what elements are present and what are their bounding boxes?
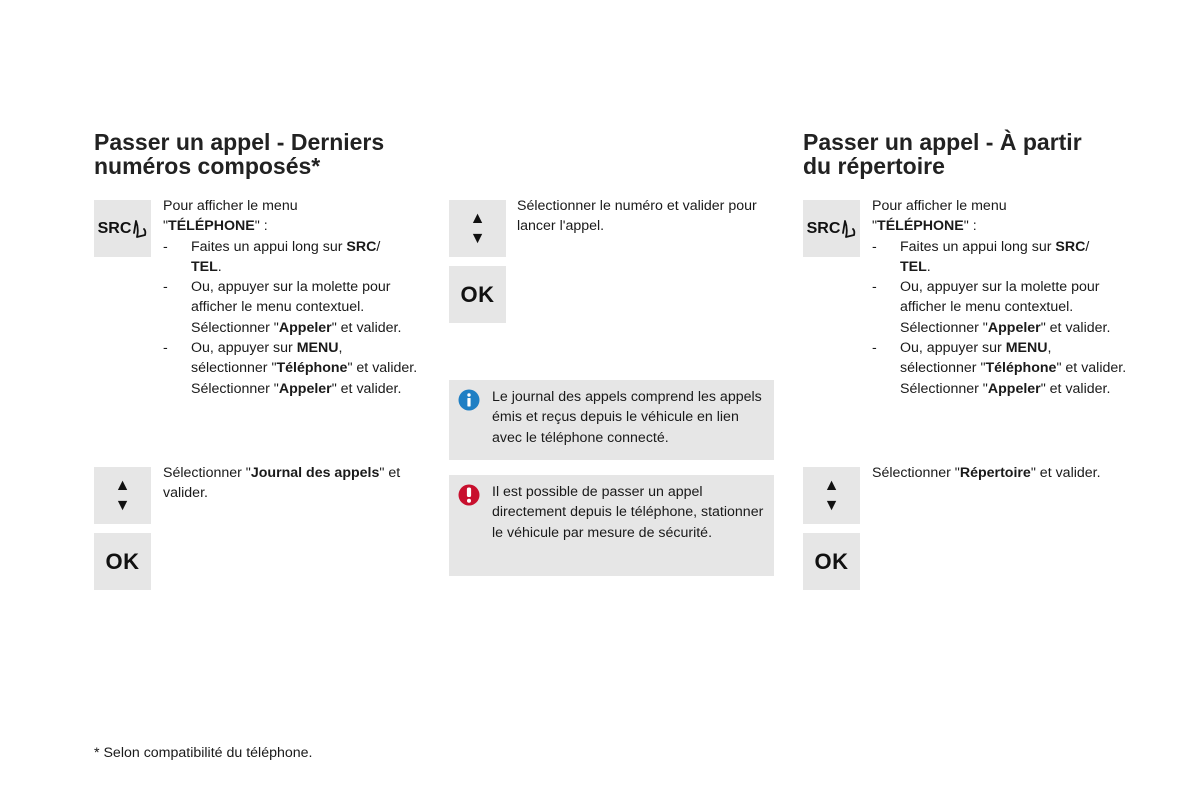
right-ok-button[interactable] — [803, 533, 860, 590]
src-tel-button[interactable] — [803, 200, 860, 257]
middle-ok-button[interactable] — [449, 266, 506, 323]
ok-label: OK — [105, 548, 140, 574]
right-title-line-2: du répertoire — [803, 153, 945, 179]
warning-note-text: Il est possible de passer un appel directement depuis le téléphone, stationner le véhicule par mesure de sécurité. — [492, 484, 764, 541]
ok-label: OK — [814, 548, 849, 574]
list-item: - Ou, appuyer sur MENU, sélectionner "Téléphone" et valider. Sélectionner "Appeler" et valider. — [872, 340, 1127, 397]
list-item: - Ou, appuyer sur MENU, sélectionner "Téléphone" et valider. Sélectionner "Appeler" et valider. — [163, 340, 418, 397]
right-scroll-arrows-button[interactable] — [803, 467, 860, 524]
list-item: - Ou, appuyer sur la molette pour afficher le menu contextuel. Sélectionner "Appeler" et valider. — [872, 279, 1111, 336]
src-tel-button[interactable] — [94, 200, 151, 257]
left-instructions — [163, 196, 418, 399]
left-intro: Pour afficher le menu "TÉLÉPHONE" : — [163, 198, 298, 235]
arrow-up-icon: ▲ — [823, 477, 840, 494]
left-section-title — [94, 130, 434, 178]
right-title-line-1: Passer un appel - À partir — [803, 129, 1082, 155]
arrow-up-icon: ▲ — [469, 210, 486, 227]
ok-label: OK — [460, 281, 495, 307]
menu-name-telephone: TÉLÉPHONE — [877, 218, 964, 235]
warning-icon — [458, 484, 480, 506]
phone-handset-icon — [133, 220, 147, 238]
menu-name-telephone: TÉLÉPHONE — [168, 218, 255, 235]
right-steps-list — [872, 237, 1127, 399]
right-instructions — [872, 196, 1127, 399]
warning-note-box — [449, 475, 774, 576]
phone-handset-icon — [842, 220, 856, 238]
list-item: - Faites un appui long sur SRC/ TEL. — [163, 238, 381, 275]
arrow-down-icon: ▼ — [469, 230, 486, 247]
left-title-line-1: Passer un appel - Derniers — [94, 129, 385, 155]
arrow-up-icon: ▲ — [114, 477, 131, 494]
middle-select-number: Sélectionner le numéro et valider pour lancer l'appel. — [517, 198, 757, 235]
footnote: * Selon compatibilité du téléphone. — [94, 745, 313, 761]
list-item: - Faites un appui long sur SRC/ TEL. — [872, 238, 1090, 275]
left-title-line-2: numéros composés* — [94, 153, 321, 179]
src-label: SRC — [806, 219, 841, 237]
arrow-down-icon: ▼ — [114, 497, 131, 514]
info-icon — [458, 389, 480, 411]
right-select-repertoire: Sélectionner "Répertoire" et valider. — [872, 465, 1101, 481]
left-scroll-arrows-button[interactable] — [94, 467, 151, 524]
arrow-down-icon: ▼ — [823, 497, 840, 514]
info-note-text: Le journal des appels comprend les appels émis et reçus depuis le véhicule en lien avec le téléphone connecté. — [492, 389, 762, 446]
middle-scroll-arrows-button[interactable] — [449, 200, 506, 257]
src-label: SRC — [97, 219, 132, 237]
left-select-journal: Sélectionner "Journal des appels" et valider. — [163, 465, 401, 502]
left-steps-list — [163, 237, 418, 399]
info-note-box — [449, 380, 774, 460]
right-section-title — [803, 130, 1143, 178]
left-ok-button[interactable] — [94, 533, 151, 590]
right-intro: Pour afficher le menu "TÉLÉPHONE" : — [872, 198, 1007, 235]
list-item: - Ou, appuyer sur la molette pour afficher le menu contextuel. Sélectionner "Appeler" et valider. — [163, 279, 402, 336]
